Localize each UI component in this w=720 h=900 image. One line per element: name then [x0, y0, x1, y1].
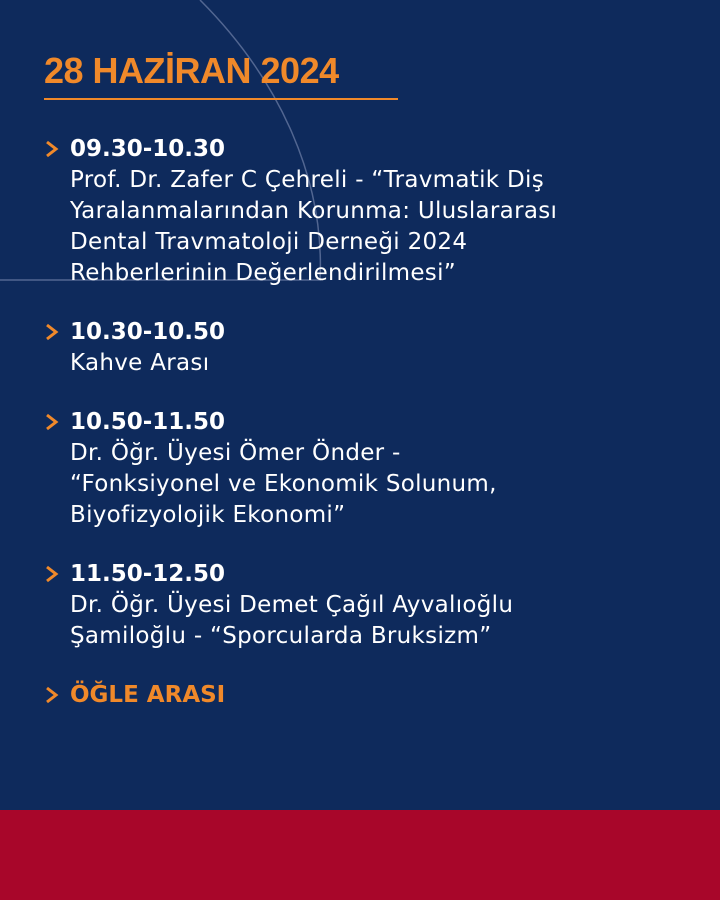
session-line: Prof. Dr. Zafer C Çehreli - “Travmatik Diş: [70, 167, 545, 193]
session-line: Biyofizyolojik Ekonomi”: [70, 502, 346, 528]
session-line: Yaralanmalarından Korunma: Uluslararası: [70, 198, 558, 224]
chevron-right-icon: [44, 685, 60, 705]
chevron-right-icon: [44, 412, 60, 432]
title-underline: [44, 98, 398, 100]
session-line: Dental Travmatoloji Derneği 2024: [70, 229, 468, 255]
lunch-break-item: [44, 680, 694, 711]
session-line: Dr. Öğr. Üyesi Demet Çağıl Ayvalıoğlu: [70, 592, 514, 618]
page-title: 28 HAZİRAN 2024: [44, 50, 339, 91]
session-line: Kahve Arası: [70, 350, 210, 376]
footer-band: [0, 810, 720, 900]
session-line: Şamiloğlu - “Sporcularda Bruksizm”: [70, 623, 492, 649]
session-time: 09.30-10.30: [70, 136, 226, 162]
schedule-item: [44, 134, 694, 289]
schedule-item: [44, 559, 694, 652]
session-time: 10.30-10.50: [70, 319, 226, 345]
lunch-break-label: ÖĞLE ARASI: [70, 682, 226, 708]
session-time: 10.50-11.50: [70, 409, 226, 435]
schedule-item: [44, 407, 694, 531]
session-time: 11.50-12.50: [70, 561, 226, 587]
chevron-right-icon: [44, 322, 60, 342]
chevron-right-icon: [44, 564, 60, 584]
session-line: “Fonksiyonel ve Ekonomik Solunum,: [70, 471, 497, 497]
session-line: Dr. Öğr. Üyesi Ömer Önder -: [70, 440, 401, 466]
schedule-item: [44, 317, 694, 379]
schedule-list: [44, 134, 694, 739]
session-line: Rehberlerinin Değerlendirilmesi”: [70, 260, 456, 286]
chevron-right-icon: [44, 139, 60, 159]
